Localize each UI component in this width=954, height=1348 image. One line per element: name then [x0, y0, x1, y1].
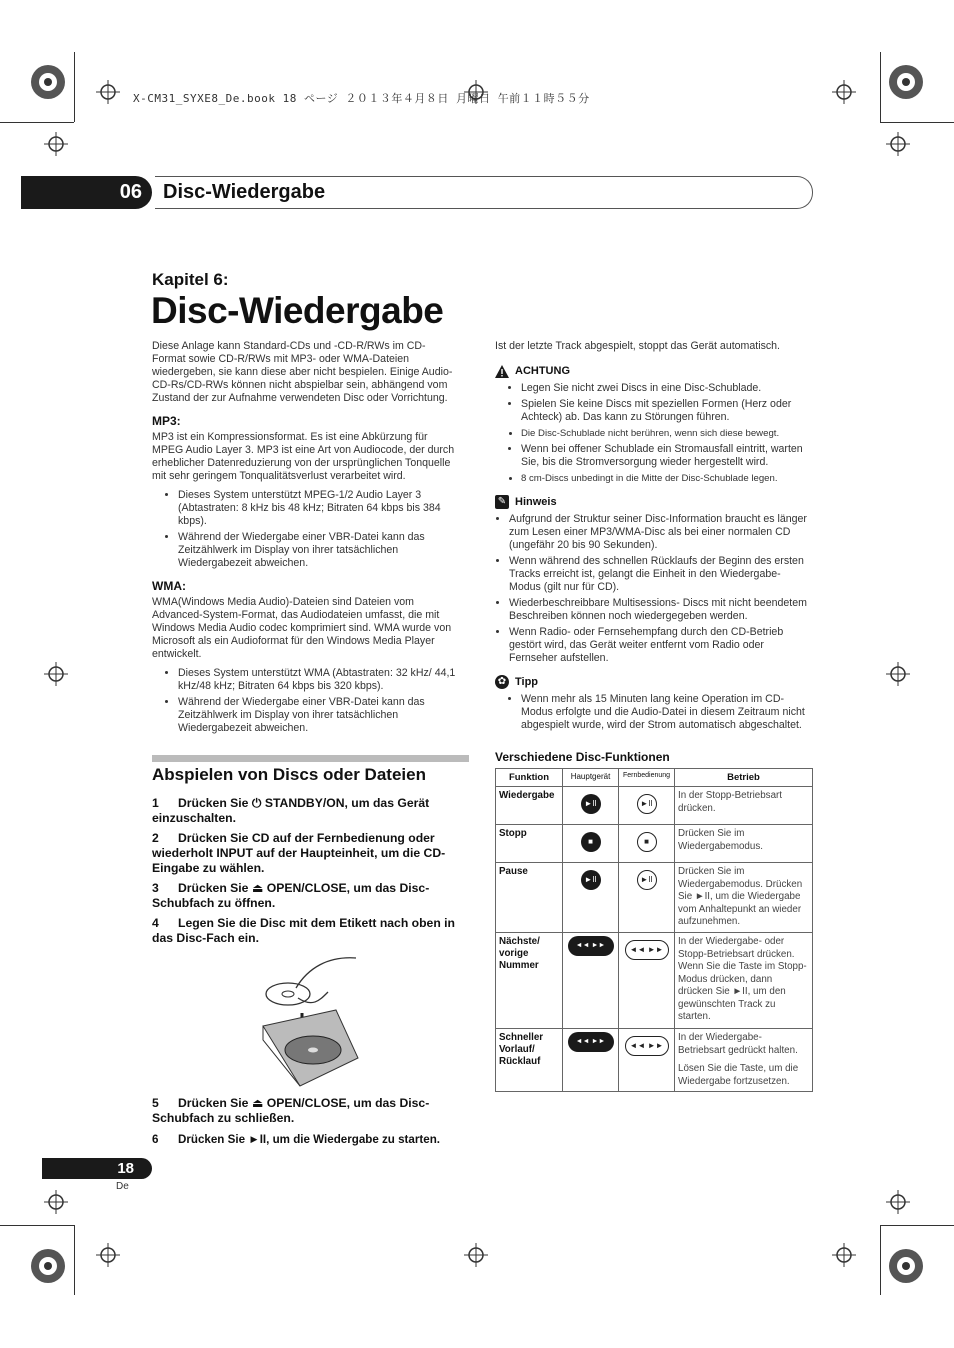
crosshair-icon [886, 662, 910, 686]
list-item: • Aufgrund der Struktur seiner Disc-Information braucht es länger zum Lesen einer MP3/WMA-Disc als bei einer normalen CD (ungefähr 20 bis 90 Sekunden). [509, 513, 813, 552]
table-cell: Wiedergabe [496, 787, 563, 825]
hinweis-list [495, 513, 813, 665]
skip-remote-icon: ◄◄ ►► [625, 940, 669, 960]
stop-remote-icon: ■ [637, 832, 657, 852]
play-pause-button-icon: ►II [581, 794, 601, 814]
list-item: • Während der Wiedergabe einer VBR-Datei kann das Zeitzählwerk im Display von ihrer tatsächlichen Wiedergabezeit abweichen. [178, 696, 457, 735]
table-row [496, 825, 813, 863]
skip-buttons-icon: ◄◄ ►► [568, 936, 614, 956]
page-title: Disc-Wiedergabe [151, 290, 444, 331]
table-header-row [496, 769, 813, 787]
disc-functions-table [495, 768, 813, 1092]
table-cell: Pause [496, 863, 563, 933]
achtung-list [495, 382, 813, 485]
registration-target-icon [28, 62, 68, 102]
stop-button-icon: ■ [581, 832, 601, 852]
table-cell: Stopp [496, 825, 563, 863]
table-title: Verschiedene Disc-Funktionen [495, 750, 670, 764]
list-item: • Dieses System unterstützt WMA (Abtastraten: 32 kHz/ 44,1 kHz/48 kHz; Bitraten 64 kbps bis 320 kbps). [178, 667, 457, 693]
crosshair-icon [44, 662, 68, 686]
registration-target-icon [28, 1246, 68, 1286]
gear-icon: ✿ [495, 675, 509, 689]
table-cell: In der Stopp-Betriebsart drücken. [675, 787, 813, 825]
intro-text: Diese Anlage kann Standard-CDs und -CD-R/RWs im CD-Format sowie CD-R/RWs mit MP3- oder WMA-Dateien wiedergeben, sie kann diese aber nicht bespielen. Einige Audio-CD-Rs/CD-RWs können nicht abspielbar sein, abhängend vom Zustand der zur Aufnahme verwendeten Disc oder Vorrichtung. [152, 340, 453, 404]
scan-remote-icon: ◄◄ ►► [625, 1036, 669, 1056]
step-4: 4 Legen Sie die Disc mit dem Etikett nach oben in das Disc-Fach ein. [152, 916, 455, 945]
col-header: Hauptgerät [563, 769, 619, 787]
registration-target-icon [886, 62, 926, 102]
list-item: • Legen Sie nicht zwei Discs in eine Disc-Schublade. [521, 382, 813, 395]
page-number: 18 [117, 1160, 134, 1177]
table-cell-text: Lösen Sie die Taste, um die Wiedergabe fortzusetzen. [678, 1063, 799, 1087]
step-6: 6 Drücken Sie ►II, um die Wiedergabe zu starten. [152, 1133, 440, 1146]
left-column [152, 340, 457, 741]
book-header: X-CM31_SYXE8_De.book 18 ページ ２０１３年４月８日 月曜日 午前１１時５５分 [133, 92, 590, 105]
tipp-list [495, 693, 813, 732]
crosshair-icon [886, 132, 910, 156]
crosshair-icon [832, 80, 856, 104]
pencil-icon: ✎ [495, 495, 509, 509]
table-cell-text: In der Wiedergabe-Betriebsart gedrückt halten. [678, 1032, 798, 1056]
col-header: Fernbedienung [619, 769, 675, 787]
crosshair-icon [464, 1243, 488, 1267]
list-item: • 8 cm-Discs unbedingt in die Mitte der Disc-Schublade legen. [521, 472, 813, 485]
chapter-title: Disc-Wiedergabe [163, 181, 326, 203]
step-3: 3 Drücken Sie ⏏ OPEN/CLOSE, um das Disc-Schubfach zu öffnen. [152, 881, 430, 910]
list-item: • Die Disc-Schublade nicht berühren, wenn sich diese bewegt. [521, 427, 813, 440]
wma-text: WMA(Windows Media Audio)-Dateien sind Dateien vom Advanced-System-Format, das Audiodateien umfasst, die mit Windows Media Audio codec komprimiert sind. WMA wurde von Microsoft als ein Audioformat für den Windows Media Player entwickelt. [152, 596, 452, 660]
table-row [496, 1029, 813, 1092]
table-cell: In der Wiedergabe- oder Stopp-Betriebsart drücken. Wenn Sie die Taste im Stopp-Modus drücken, dann drücken Sie ►II, um den gewünschten Track zu starten. [675, 933, 813, 1029]
section-title: Abspielen von Discs oder Dateien [152, 765, 426, 784]
table-cell: Schneller Vorlauf/ Rücklauf [496, 1029, 563, 1092]
warning-icon [495, 365, 509, 378]
crosshair-icon [44, 1190, 68, 1214]
disc-insert-illustration [258, 948, 362, 1088]
table-cell: Nächste/ vorige Nummer [496, 933, 563, 1029]
list-item: • Wiederbeschreibbare Multisessions- Discs mit nicht beendetem Beschreiben können noch wiedergegeben werden. [509, 597, 813, 623]
step-5: 5 Drücken Sie ⏏ OPEN/CLOSE, um das Disc-Schubfach zu schließen. [152, 1096, 430, 1125]
play-pause-remote-icon: ►II [637, 870, 657, 890]
list-item: • Spielen Sie keine Discs mit speziellen Formen (Herz oder Achteck) ab. Das kann zu Störungen führen. [521, 398, 813, 424]
kapitel-label: Kapitel 6: [152, 270, 229, 289]
table-row [496, 787, 813, 825]
step-1: 1 Drücken Sie ⏻ STANDBY/ON, um das Gerät einzuschalten. [152, 796, 430, 825]
right-column [495, 340, 813, 738]
crosshair-icon [886, 1190, 910, 1214]
auto-stop-text: Ist der letzte Track abgespielt, stoppt das Gerät automatisch. [495, 340, 780, 352]
table-cell [675, 1029, 813, 1092]
hinweis-heading: ✎ Hinweis [495, 495, 813, 509]
crosshair-icon [832, 1243, 856, 1267]
list-item: • Während der Wiedergabe einer VBR-Datei kann das Zeitzählwerk im Display von ihrer tatsächlichen Wiedergabezeit abweichen. [178, 531, 457, 570]
step-2: 2 Drücken Sie CD auf der Fernbedienung oder wiederholt INPUT auf der Haupteinheit, um die CD-Eingabe zu wählen. [152, 831, 446, 875]
list-item: • Dieses System unterstützt MPEG-1/2 Audio Layer 3 (Abtastraten: 8 kHz bis 48 kHz; Bitraten 64 kbps bis 384 kbps). [178, 489, 457, 528]
chapter-number: 06 [119, 181, 142, 203]
tipp-heading: ✿ Tipp [495, 675, 813, 689]
page-language: De [116, 1181, 129, 1192]
registration-target-icon [886, 1246, 926, 1286]
scan-buttons-icon: ◄◄ ►► [568, 1032, 614, 1052]
table-row [496, 933, 813, 1029]
table-cell: Drücken Sie im Wiedergabemodus. Drücken Sie ►II, um die Wiedergabe vom Anhaltepunkt an wieder aufzunehmen. [675, 863, 813, 933]
play-pause-button-icon: ►II [581, 870, 601, 890]
mp3-text: MP3 ist ein Kompressionsformat. Es ist eine Abkürzung für MPEG Audio Layer 3. MP3 ist eine Art von Audiocode, der durch erheblicher Datenreduzierung von der ursprünglichen Tonquelle mit sehr geringem Tonqualitätsverlust verarbeitet wird. [152, 431, 455, 482]
crosshair-icon [44, 132, 68, 156]
play-pause-remote-icon: ►II [637, 794, 657, 814]
table-row [496, 863, 813, 933]
table-cell: Drücken Sie im Wiedergabemodus. [675, 825, 813, 863]
mp3-heading: MP3: [152, 414, 181, 428]
list-item: • Wenn mehr als 15 Minuten lang keine Operation im CD-Modus erfolgte und die Audio-Datei in diesem Zeitraum nicht abgespielt wurde, wird der Strom automatisch abgeschaltet. [521, 693, 813, 732]
wma-list [152, 667, 457, 735]
section-divider [152, 755, 469, 762]
crosshair-icon [96, 80, 120, 104]
mp3-list [152, 489, 457, 570]
crosshair-icon [96, 1243, 120, 1267]
col-header: Betrieb [675, 769, 813, 787]
achtung-heading: ACHTUNG [495, 365, 813, 378]
list-item: • Wenn während des schnellen Rücklaufs der Beginn des ersten Tracks erreicht ist, gelangt die Einheit in den Wiedergabe- Modus (gilt nur für CD). [509, 555, 813, 594]
col-header: Funktion [496, 769, 563, 787]
list-item: • Wenn bei offener Schublade ein Stromausfall eintritt, warten Sie, bis die Stromversorgung wieder hergestellt wird. [521, 443, 813, 469]
wma-heading: WMA: [152, 579, 186, 593]
list-item: • Wenn Radio- oder Fernsehempfang durch den CD-Betrieb gestört wird, das Gerät weiter entfernt vom Radio oder Fernseher aufstellen. [509, 626, 813, 665]
